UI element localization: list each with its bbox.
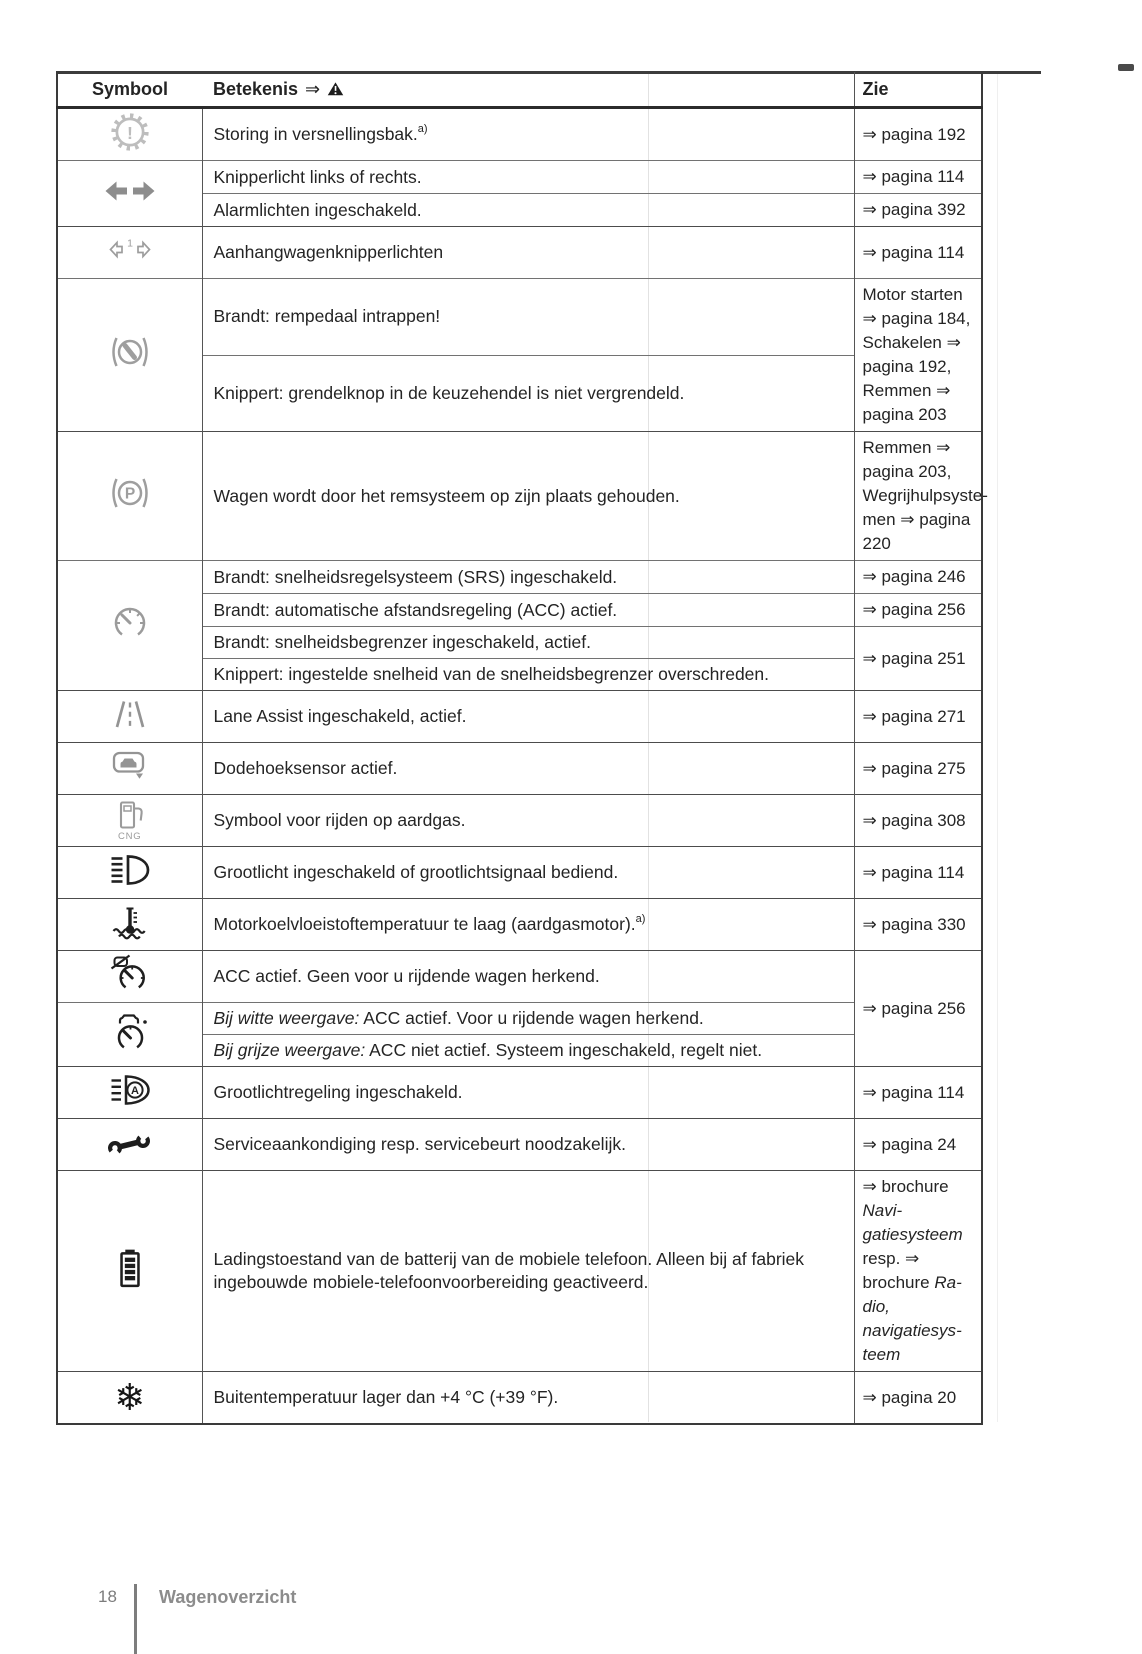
service-wrench-icon [108, 1128, 152, 1156]
meaning-cell: Serviceaankondiging resp. servicebeurt noodzakelijk. [202, 1119, 854, 1171]
symbol-cell [57, 227, 202, 279]
meaning-cell: Ladingstoestand van de batterij van de mobiele telefoon. Alleen bij af fabriek ingebouwde mobiele-telefoonvoorbereiding geactiveerd. [202, 1171, 854, 1372]
row-turn-signal [57, 161, 982, 194]
cng-label: CNG [117, 830, 142, 842]
trailer-turn-signal-icon [107, 237, 153, 263]
meaning-cell: Bij grijze weergave: ACC niet actief. Systeem ingeschakeld, regelt niet. [202, 1035, 854, 1067]
gearbox-fault-icon [109, 111, 151, 153]
see-cell: ⇒ pagina 114 [854, 847, 982, 899]
symbol-cell [57, 1372, 202, 1425]
meaning-cell: Motorkoelvloeistoftemperatuur te laag (aardgasmotor).$^{a)}$ [202, 899, 854, 951]
header-meaning [202, 72, 854, 108]
row-cruise-srs [57, 561, 982, 594]
symbol-cell [57, 795, 202, 847]
ref-arrow: ⇒ [305, 78, 321, 99]
meaning-cell: Knippert: grendelknop in de keuzehendel is niet vergrendeld. [202, 355, 854, 432]
auto-high-beam-icon [107, 1073, 153, 1107]
meaning-cell: Brandt: rempedaal intrappen! [202, 279, 854, 356]
acc-vehicle-icon [108, 1012, 152, 1052]
row-gearbox-fault [57, 108, 982, 161]
symbol-cell [57, 1067, 202, 1119]
svg-text:!: ! [126, 122, 133, 143]
meaning-cell: ACC actief. Geen voor u rijdende wagen herkend. [202, 951, 854, 1003]
meaning-cell: Knipperlicht links of rechts. [202, 161, 854, 194]
symbol-cell [57, 108, 202, 161]
see-cell: ⇒ brochure Navigatiesysteem resp. ⇒ brochure Radio, navigatiesysteem [854, 1171, 982, 1372]
svg-text:A: A [130, 1084, 139, 1097]
meaning-cell: Aanhangwagenknipperlichten [202, 227, 854, 279]
row-acc-no-vehicle [57, 951, 982, 1003]
row-phone-battery [57, 1171, 982, 1372]
scan-edge-line [997, 72, 998, 1422]
see-cell: ⇒ pagina 20 [854, 1372, 982, 1425]
meaning-cell: Brandt: snelheidsbegrenzer ingeschakeld, actief. [202, 627, 854, 659]
meaning-cell: Symbool voor rijden op aardgas. [202, 795, 854, 847]
row-high-beam [57, 847, 982, 899]
see-cell: Remmen ⇒ pagina 203, Wegrijhulpsystemen ⇒ pagina 220 [854, 432, 982, 561]
see-cell: ⇒ pagina 392 [854, 194, 982, 227]
meaning-cell: Buitentemperatuur lager dan +4 °C (+39 °F). [202, 1372, 854, 1425]
cruise-control-icon [107, 603, 153, 643]
high-beam-icon [107, 853, 153, 887]
see-cell: ⇒ pagina 271 [854, 691, 982, 743]
symbol-cell [57, 743, 202, 795]
section-title: Wagenoverzicht [159, 1587, 297, 1607]
see-cell: ⇒ pagina 114 [854, 227, 982, 279]
row-trailer-signal [57, 227, 982, 279]
symbol-cell [57, 1171, 202, 1372]
page-number: 18 [98, 1587, 117, 1606]
svg-text:1: 1 [126, 237, 133, 249]
symbol-cell [57, 432, 202, 561]
row-brake-pedal [57, 279, 982, 356]
meaning-cell: Lane Assist ingeschakeld, actief. [202, 691, 854, 743]
turn-signal-arrows-icon [103, 177, 157, 205]
phone-battery-icon [114, 1246, 146, 1290]
see-cell: ⇒ pagina 308 [854, 795, 982, 847]
row-low-outside-temp [57, 1372, 982, 1425]
see-cell: ⇒ pagina 275 [854, 743, 982, 795]
footer-divider [134, 1584, 137, 1654]
see-cell: ⇒ pagina 114 [854, 161, 982, 194]
symbol-cell [57, 847, 202, 899]
row-coolant-temp [57, 899, 982, 951]
row-blind-spot [57, 743, 982, 795]
symbol-cell [57, 1003, 202, 1067]
see-cell: ⇒ pagina 192 [854, 108, 982, 161]
symbol-cell [57, 899, 202, 951]
meaning-cell: Wagen wordt door het remsysteem op zijn plaats gehouden. [202, 432, 854, 561]
symbol-cell [57, 561, 202, 691]
lane-assist-icon [108, 698, 152, 730]
row-service [57, 1119, 982, 1171]
meaning-cell: Storing in versnellingsbak.$^{a)}$ [202, 108, 854, 161]
blind-spot-icon [108, 748, 152, 784]
meaning-cell: Brandt: automatische afstandsregeling (ACC) actief. [202, 594, 854, 627]
meaning-cell: Grootlicht ingeschakeld of grootlichtsignaal bediend. [202, 847, 854, 899]
symbol-cell [57, 161, 202, 227]
see-cell: ⇒ pagina 114 [854, 1067, 982, 1119]
page-footer [98, 1584, 296, 1654]
meaning-cell: Dodehoeksensor actief. [202, 743, 854, 795]
header-meaning-label: Betekenis [213, 78, 299, 99]
header-see: Zie [854, 72, 982, 108]
row-acc-vehicle-white [57, 1003, 982, 1035]
row-auto-high-beam [57, 1067, 982, 1119]
symbol-table [56, 72, 988, 1425]
see-cell: Motor starten ⇒ pagina 184, Schakelen ⇒ pagina 192, Remmen ⇒ pagina 203 [854, 279, 982, 432]
symbol-cell [57, 279, 202, 432]
symbol-cell [57, 951, 202, 1003]
row-parking-brake [57, 432, 982, 561]
see-cell: ⇒ pagina 256 [854, 951, 982, 1067]
see-cell: ⇒ pagina 251 [854, 627, 982, 691]
see-cell: ⇒ pagina 246 [854, 561, 982, 594]
warning-triangle-icon [327, 81, 344, 97]
cng-fuel-icon [110, 800, 150, 831]
row-lane-assist [57, 691, 982, 743]
header-row [57, 72, 982, 108]
symbol-cell [57, 1119, 202, 1171]
parking-brake-icon [107, 473, 153, 513]
meaning-cell: Brandt: snelheidsregelsysteem (SRS) ingeschakeld. [202, 561, 854, 594]
see-cell: ⇒ pagina 256 [854, 594, 982, 627]
coolant-temperature-icon [107, 904, 153, 940]
snowflake-icon: ❄ [114, 1377, 146, 1418]
meaning-cell: Bij witte weergave: ACC actief. Voor u rijdende wagen herkend. [202, 1003, 854, 1035]
acc-no-vehicle-icon [108, 954, 152, 994]
row-cng [57, 795, 982, 847]
meaning-cell: Grootlichtregeling ingeschakeld. [202, 1067, 854, 1119]
scan-artifact [1118, 64, 1134, 71]
see-cell: ⇒ pagina 24 [854, 1119, 982, 1171]
brake-pedal-icon [107, 332, 153, 372]
svg-text:P: P [124, 485, 135, 503]
header-symbol: Symbool [57, 72, 202, 108]
symbol-cell [57, 691, 202, 743]
meaning-cell: Knippert: ingestelde snelheid van de snelheidsbegrenzer overschreden. [202, 659, 854, 691]
see-cell: ⇒ pagina 330 [854, 899, 982, 951]
meaning-cell: Alarmlichten ingeschakeld. [202, 194, 854, 227]
